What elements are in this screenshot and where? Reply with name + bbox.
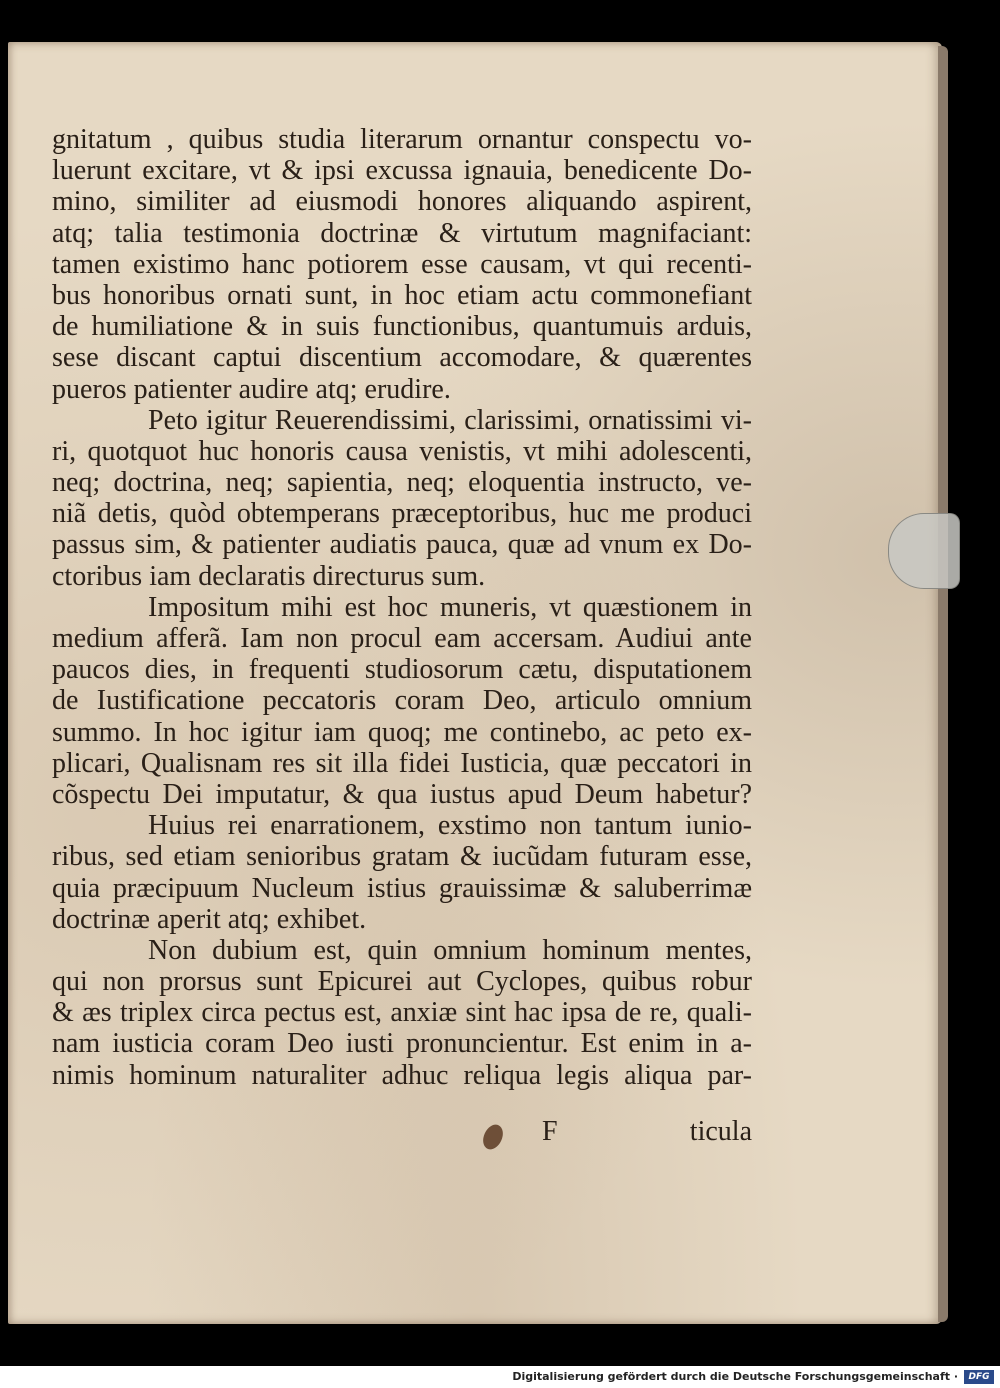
text-line: pueros patienter audire atq; erudire. xyxy=(52,373,451,405)
text-line: sese discant captui discentium accomodare, & quærentes xyxy=(52,342,752,374)
text-line: Non dubium est, quin omnium hominum mentes, xyxy=(148,934,752,966)
funding-credit: Digitalisierung gefördert durch die Deutsche Forschungsgemeinschaft · xyxy=(512,1370,958,1383)
text-line: neq; doctrina, neq; sapientia, neq; eloquentia instructo, ve- xyxy=(52,467,752,499)
page-footer xyxy=(52,1116,752,1150)
text-line: mino, similiter ad eiusmodi honores aliquando aspirent, xyxy=(52,186,752,218)
page-edge xyxy=(938,46,948,1322)
page-tab-marker xyxy=(888,513,960,589)
text-line: niã detis, quòd obtemperans præceptoribus, huc me produci xyxy=(52,498,752,530)
text-line: Peto igitur Reuerendissimi, clarissimi, ornatissimi vi- xyxy=(148,404,752,436)
body-text xyxy=(52,124,752,1091)
signature-mark: F xyxy=(542,1116,558,1147)
text-line: luerunt excitare, vt & ipsi excussa ignauia, benedicente Do- xyxy=(52,155,752,187)
text-line: nimis hominum naturaliter adhuc reliqua legis aliqua par- xyxy=(52,1059,752,1091)
text-line: paucos dies, in frequenti studiosorum cætu, disputationem xyxy=(52,654,752,686)
text-line: gnitatum , quibus studia literarum ornantur conspectu vo- xyxy=(52,124,752,155)
text-line: ribus, sed etiam senioribus gratam & iucũdam futuram esse, xyxy=(52,841,752,873)
text-line: cõspectu Dei imputatur, & qua iustus apud Deum habetur? xyxy=(52,778,752,810)
text-line: ri, quotquot huc honoris causa venistis, vt mihi adolescenti, xyxy=(52,435,752,467)
text-line: bus honoribus ornati sunt, in hoc etiam actu commonefiant xyxy=(52,279,752,311)
text-line: medium afferã. Iam non procul eam accersam. Audiui ante xyxy=(52,623,752,654)
text-line: & æs triplex circa pectus est, anxiæ sint hac ipsa de re, quali- xyxy=(52,997,752,1029)
text-line: atq; talia testimonia doctrinæ & virtutum magnifaciant: xyxy=(52,217,752,249)
text-line: nam iusticia coram Deo iusti pronuncientur. Est enim in a- xyxy=(52,1028,752,1060)
catchword: ticula xyxy=(689,1116,752,1147)
text-line: de Iustificatione peccatoris coram Deo, articulo omnium xyxy=(52,685,752,717)
text-line: qui non prorsus sunt Epicurei aut Cyclopes, quibus robur xyxy=(52,966,752,998)
text-line: Huius rei enarrationem, exstimo non tantum iunio- xyxy=(148,810,752,842)
credit-bar xyxy=(0,1366,1000,1388)
text-line: plicari, Qualisnam res sit illa fidei Iusticia, quæ peccatori in xyxy=(52,747,752,779)
text-line: doctrinæ aperit atq; exhibet. xyxy=(52,903,367,935)
text-line: Impositum mihi est hoc muneris, vt quæstionem in xyxy=(148,591,752,623)
text-line: tamen existimo hanc potiorem esse causam, vt qui recenti- xyxy=(52,248,752,280)
text-line: ctoribus iam declaratis directurus sum. xyxy=(52,560,486,592)
text-line: quia præcipuum Nucleum istius grauissimæ & saluberrimæ xyxy=(52,872,752,904)
text-line: summo. In hoc igitur iam quoq; me continebo, ac peto ex- xyxy=(52,716,752,748)
dfg-logo[interactable]: DFG xyxy=(964,1370,994,1384)
text-line: de humiliatione & in suis functionibus, quantumuis arduis, xyxy=(52,311,752,343)
text-line: passus sim, & patienter audiatis pauca, quæ ad vnum ex Do- xyxy=(52,529,752,561)
